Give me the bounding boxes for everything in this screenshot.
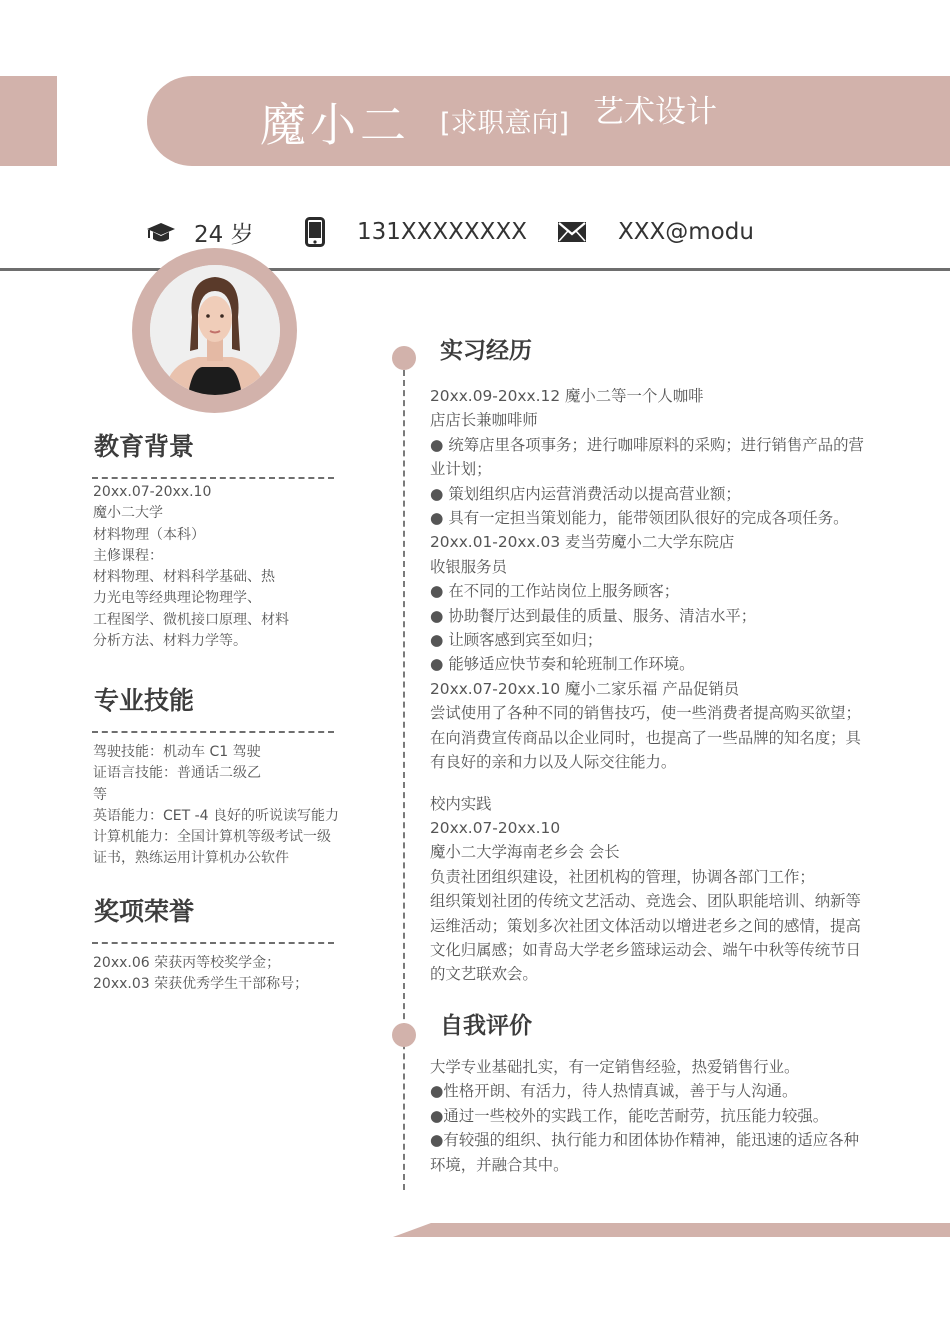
internship-title: 实习经历 [440,338,532,364]
age-text: 24 岁 [194,221,254,248]
internship-line: 尝试使用了各种不同的销售技巧，使一些消费者提高购买欲望； [430,704,861,723]
graduation-cap-icon [146,220,176,244]
internship-line: ● 能够适应快节奏和轮班制工作环境。 [430,655,695,674]
internship-line: 20xx.07-20xx.10 [430,818,561,837]
internship-line: ● 具有一定担当策划能力，能带领团队很好的完成各项任务。 [430,509,849,528]
self-eval-line: 环境，并融合其中。 [430,1155,569,1174]
internship-line: 负责社团组织建设，社团机构的管理，协调各部门工作； [430,867,815,886]
internship-line: 店店长兼咖啡师 [430,411,538,430]
email-text: XXX@modu [618,219,754,245]
internship-line: 20xx.09-20xx.12 魔小二等一个人咖啡 [430,387,704,405]
awards-line: 20xx.03 荣获优秀学生干部称号； [93,976,309,993]
internship-line: 魔小二大学海南老乡会 会长 [430,843,620,862]
skills-details [93,742,343,870]
internship-line: 20xx.01-20xx.03 麦当劳魔小二大学东院店 [430,533,735,552]
education-line: 主修课程： [93,547,163,564]
education-line: 20xx.07-20xx.10 [93,484,212,500]
self-eval-line: ●通过一些校外的实践工作，能吃苦耐劳，抗压能力较强。 [430,1106,829,1125]
internship-line: 在向消费宣传商品以企业同时，也提高了一些品牌的知名度；具 [430,728,861,747]
education-details [93,482,343,652]
education-line: 材料物理（本科） [93,526,205,543]
skills-line: 计算机能力：全国计算机等级考试一级 [93,829,331,846]
skills-rule [92,731,334,733]
education-line: 力光电等经典理论物理学、 [93,590,261,607]
awards-title: 奖项荣誉 [94,897,195,926]
skills-line: 证语言技能：普通话二级乙 [93,765,261,782]
skills-title: 专业技能 [94,686,195,715]
education-line: 分析方法、材料力学等。 [93,633,247,650]
internship-line: 业计划； [430,460,492,479]
internship-line: 组织策划社团的传统文艺活动、竞选会、团队职能培训、纳新等 [430,892,861,911]
job-intent-label: [求职意向] [440,108,570,139]
internship-line: ● 让顾客感到宾至如归； [430,631,603,650]
internship-line: 校内实践 [430,794,492,813]
internship-line: ● 协助餐厅达到最佳的质量、服务、清洁水平； [430,606,757,625]
internship-line: ● 在不同的工作站岗位上服务顾客； [430,582,680,601]
timeline-dot-self-eval [392,1023,416,1047]
contact-phone [305,212,527,252]
mobile-phone-icon [305,217,325,247]
header-left-block [0,76,57,166]
job-intent-value: 艺术设计 [593,94,717,130]
education-title: 教育背景 [94,432,195,461]
education-line: 魔小二大学 [93,505,163,522]
footer-band [393,1223,950,1237]
internship-line: 运维活动；策划多次社团文体活动以增进老乡之间的感情，提高 [430,916,861,935]
self-eval-line: ●有较强的组织、执行能力和团体协作精神，能迅速的适应各种 [430,1131,859,1150]
skills-line: 英语能力：CET -4 良好的听说读写能力 [93,807,340,824]
internship-line: ● 统筹店里各项事务；进行咖啡原料的采购；进行销售产品的营 [430,435,864,454]
candidate-name: 魔小二 [260,98,410,152]
internship-line: 文化归属感；如青岛大学老乡篮球运动会、端午中秋等传统节日 [430,940,861,959]
skills-line: 驾驶技能：机动车 C1 驾驶 [93,744,261,760]
awards-line: 20xx.06 荣获丙等校奖学金； [93,955,281,971]
awards-details [93,953,343,996]
skills-line: 证书，熟练运用计算机办公软件 [93,850,289,867]
education-rule [92,477,334,479]
internship-details [430,384,900,987]
self-eval-line: ●性格开朗、有活力，待人热情真诚，善于与人沟通。 [430,1082,798,1101]
internship-line: 20xx.07-20xx.10 魔小二家乐福 产品促销员 [430,679,740,698]
internship-line: 的文艺联欢会。 [430,965,538,984]
timeline-line [403,370,405,1190]
contact-age [146,212,254,252]
profile-photo [150,265,280,395]
skills-line: 等 [93,786,107,803]
internship-line: ● 策划组织店内运营消费活动以提高营业额； [430,484,741,503]
envelope-icon [558,222,586,242]
internship-line: 收银服务员 [430,557,507,576]
self-eval-title: 自我评价 [440,1013,532,1039]
contact-email [558,212,754,252]
header-divider [0,268,950,271]
awards-rule [92,942,334,944]
education-line: 工程图学、微机接口原理、材料 [93,611,289,628]
self-eval-line: 大学专业基础扎实，有一定销售经验，热爱销售行业。 [430,1058,800,1076]
timeline-dot-internship [392,346,416,370]
internship-line: 有良好的亲和力以及人际交往能力。 [430,753,677,772]
phone-text: 131XXXXXXXX [357,219,527,245]
education-line: 材料物理、材料科学基础、热 [93,569,275,586]
self-eval-details [430,1055,900,1177]
